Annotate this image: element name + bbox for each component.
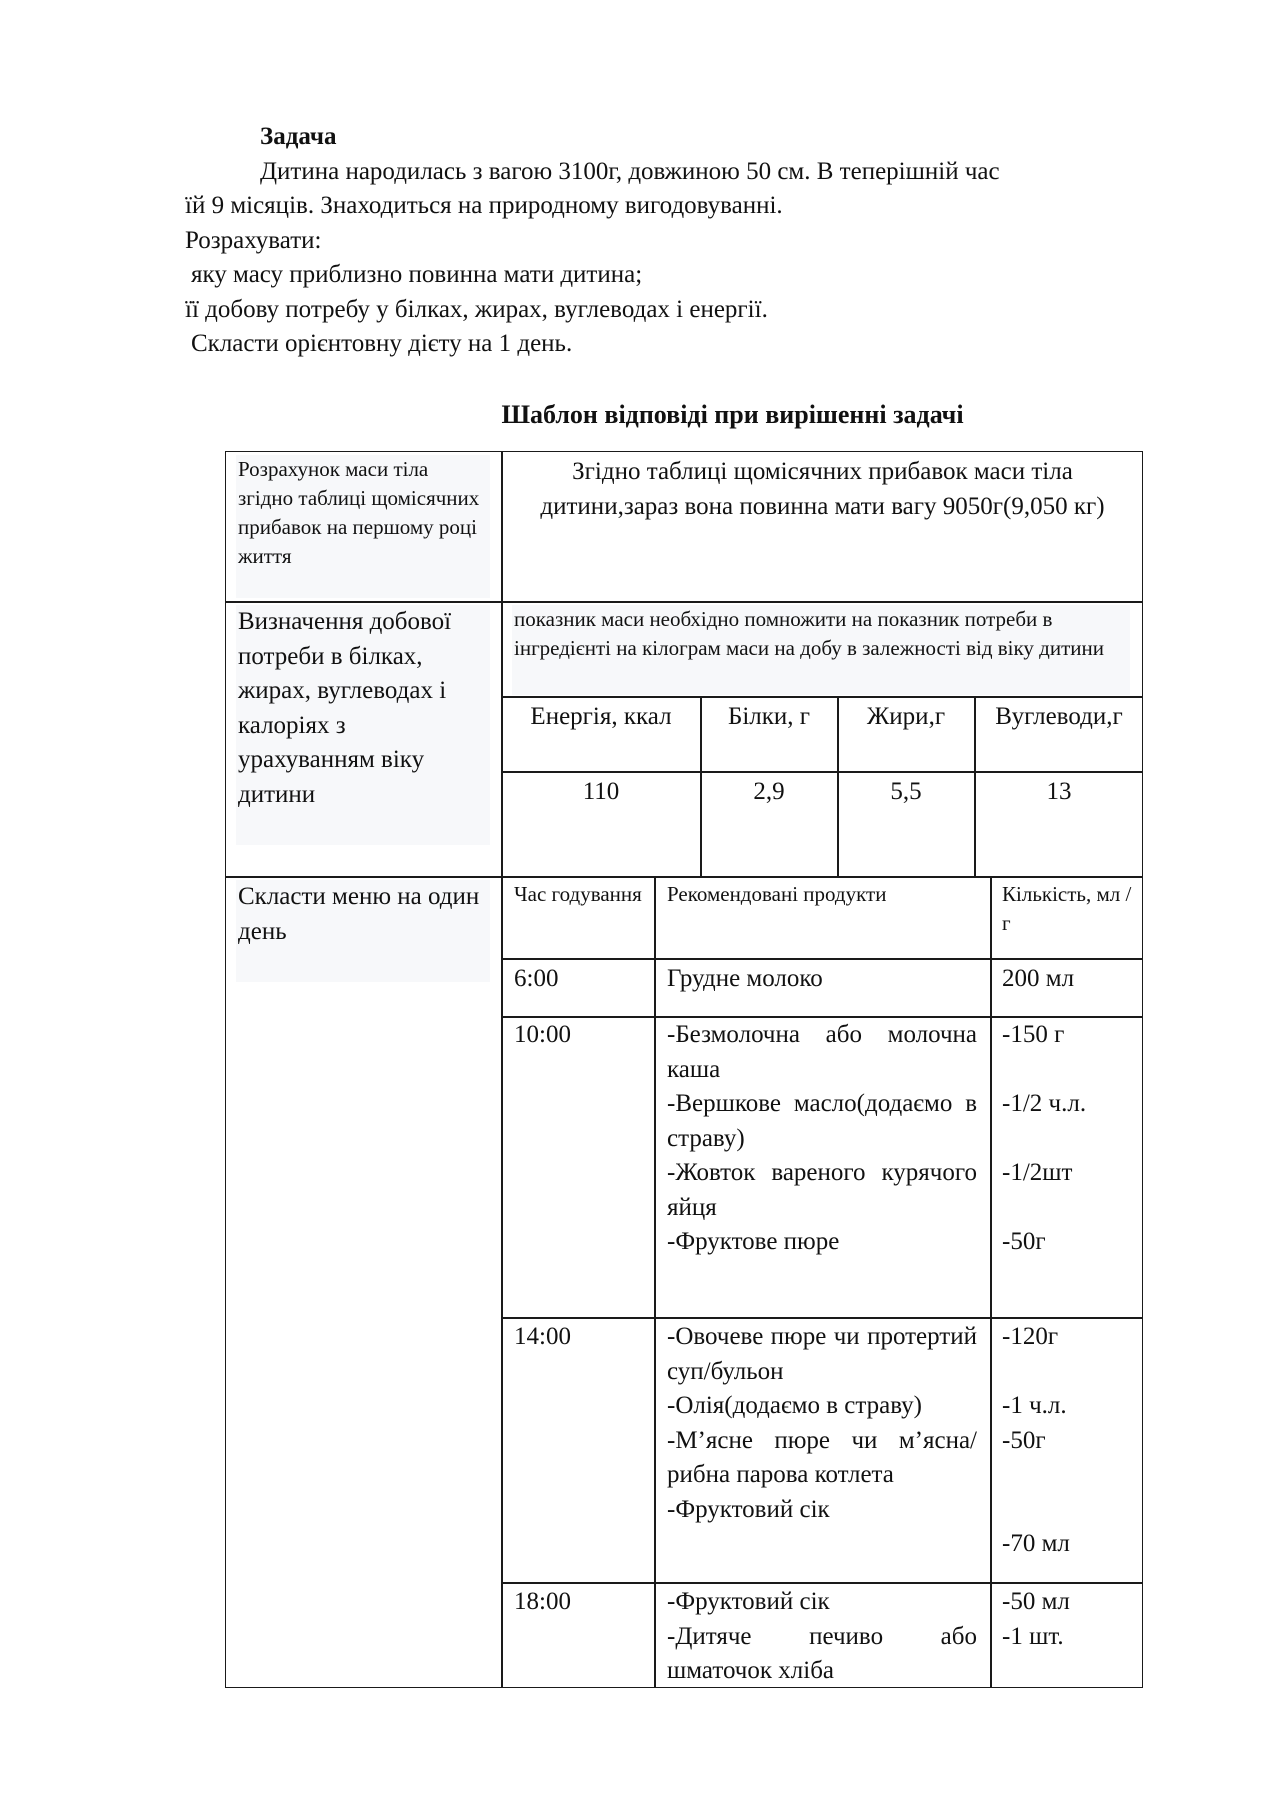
- task-line-3: Розрахувати:: [185, 226, 322, 254]
- task-line-4: яку масу приблизно повинна мати дитина;: [191, 261, 643, 288]
- meal-amounts: [1002, 1018, 1134, 1260]
- task-line-6: Скласти орієнтовну дієту на 1 день.: [191, 330, 573, 357]
- meal-time: 10:00: [514, 1021, 571, 1048]
- meal-product-item: -Олія(додаємо в страву): [667, 1392, 922, 1419]
- meal-amounts: 200 мл: [1002, 965, 1075, 992]
- meal-product-item: -Фруктове пюре: [667, 1228, 840, 1255]
- meal-product-item: -Безмолочна або молочна каша: [667, 1021, 977, 1083]
- value-energy: 110: [582, 778, 620, 805]
- meal-product-item: -Дитяче печиво або шматочок хліба: [667, 1622, 977, 1684]
- meal-time: 6:00: [514, 965, 559, 992]
- meal-products: Грудне молоко: [667, 965, 823, 992]
- meal-amount-item: -120г: [1002, 1323, 1059, 1350]
- meal-amounts: [1002, 1585, 1134, 1654]
- header-energy: Енергія, ккал: [530, 703, 672, 730]
- header-fat: Жири,г: [866, 703, 946, 730]
- row3-label: Скласти меню на один день: [236, 880, 490, 982]
- table-divider: [990, 876, 992, 1688]
- meal-amount-item: -1/2шт: [1002, 1159, 1073, 1186]
- table-divider: [501, 451, 503, 1688]
- header-protein: Білки, г: [727, 703, 811, 730]
- meal-products: [667, 1585, 977, 1689]
- table-divider: [501, 1317, 1143, 1319]
- answer-template-title: Шаблон відповіді при вирішенні задачі: [501, 400, 964, 429]
- header-carbs: Вуглеводи,г: [995, 703, 1123, 730]
- meal-amounts: [1002, 1320, 1134, 1562]
- meal-product-item: -Овочеве пюре чи протертий суп/бульон: [667, 1323, 977, 1385]
- meal-amount-item: -50г: [1002, 1228, 1046, 1255]
- meal-amount-item: -1 шт.: [1002, 1622, 1064, 1650]
- meal-product-item: -Фруктовий сік: [667, 1495, 830, 1523]
- task-line-5: її добову потребу у білках, жирах, вуглеводах і енергії.: [185, 295, 768, 323]
- meal-amount-item: -1 ч.л.: [1002, 1392, 1067, 1419]
- meal-product-item: -Вершкове масло(додаємо в страву): [667, 1090, 977, 1152]
- table-divider: [225, 601, 1143, 603]
- value-protein: 2,9: [753, 778, 785, 805]
- task-title: Задача: [260, 123, 337, 150]
- meal-amount-item: -50 мл: [1002, 1588, 1070, 1615]
- row1-value: Згідно таблиці щомісячних прибавок маси тіла дитини,зараз вона повинна мати вагу 9050г(9,050 кг): [540, 458, 1105, 520]
- meal-amount-item: -50г: [1002, 1426, 1046, 1454]
- task-line-2: їй 9 місяців. Знаходиться на природному вигодовуванні.: [185, 192, 783, 219]
- meal-time: 18:00: [514, 1588, 571, 1615]
- table-divider: [654, 876, 656, 1688]
- meal-amount-item: -150 г: [1002, 1021, 1065, 1048]
- meal-product-item: -Жовток вареного курячого яйця: [667, 1159, 977, 1221]
- value-fat: 5,5: [890, 778, 922, 805]
- table-divider: [501, 696, 1143, 698]
- table-divider: [501, 771, 1143, 773]
- meal-product-item: -М’ясне пюре чи м’ясна/рибна парова котлета: [667, 1426, 977, 1488]
- menu-header-amount: Кількість, мл / г: [1002, 882, 1132, 935]
- table-divider: [501, 1582, 1143, 1584]
- menu-header-products: Рекомендовані продукти: [667, 882, 887, 906]
- meal-product-item: -Фруктовий сік: [667, 1588, 830, 1615]
- table-divider: [225, 876, 1143, 878]
- table-divider: [501, 958, 1143, 960]
- task-section: [185, 120, 1175, 362]
- meal-products: [667, 1018, 977, 1260]
- task-line-1: Дитина народилась з вагою 3100г, довжиною 50 см. В теперішній час: [260, 157, 1000, 185]
- menu-header-time: Час годування: [514, 882, 642, 906]
- row2-note: показник маси необхідно помножити на показник потреби в інгредієнті на кілограм маси на добу в залежності від віку дитини: [512, 605, 1130, 695]
- row1-label: Розрахунок маси тіла згідно таблиці щомісячних прибавок на першому році життя: [236, 455, 490, 598]
- row2-label: Визначення добової потреби в білках, жирах, вуглеводах і калоріях з урахуванням віку дитини: [236, 605, 490, 845]
- meal-amount-item: -70 мл: [1002, 1530, 1070, 1557]
- meal-amount-item: -1/2 ч.л.: [1002, 1090, 1087, 1117]
- meal-products: [667, 1320, 977, 1527]
- meal-time: 14:00: [514, 1323, 571, 1350]
- value-carbs: 13: [1046, 778, 1072, 805]
